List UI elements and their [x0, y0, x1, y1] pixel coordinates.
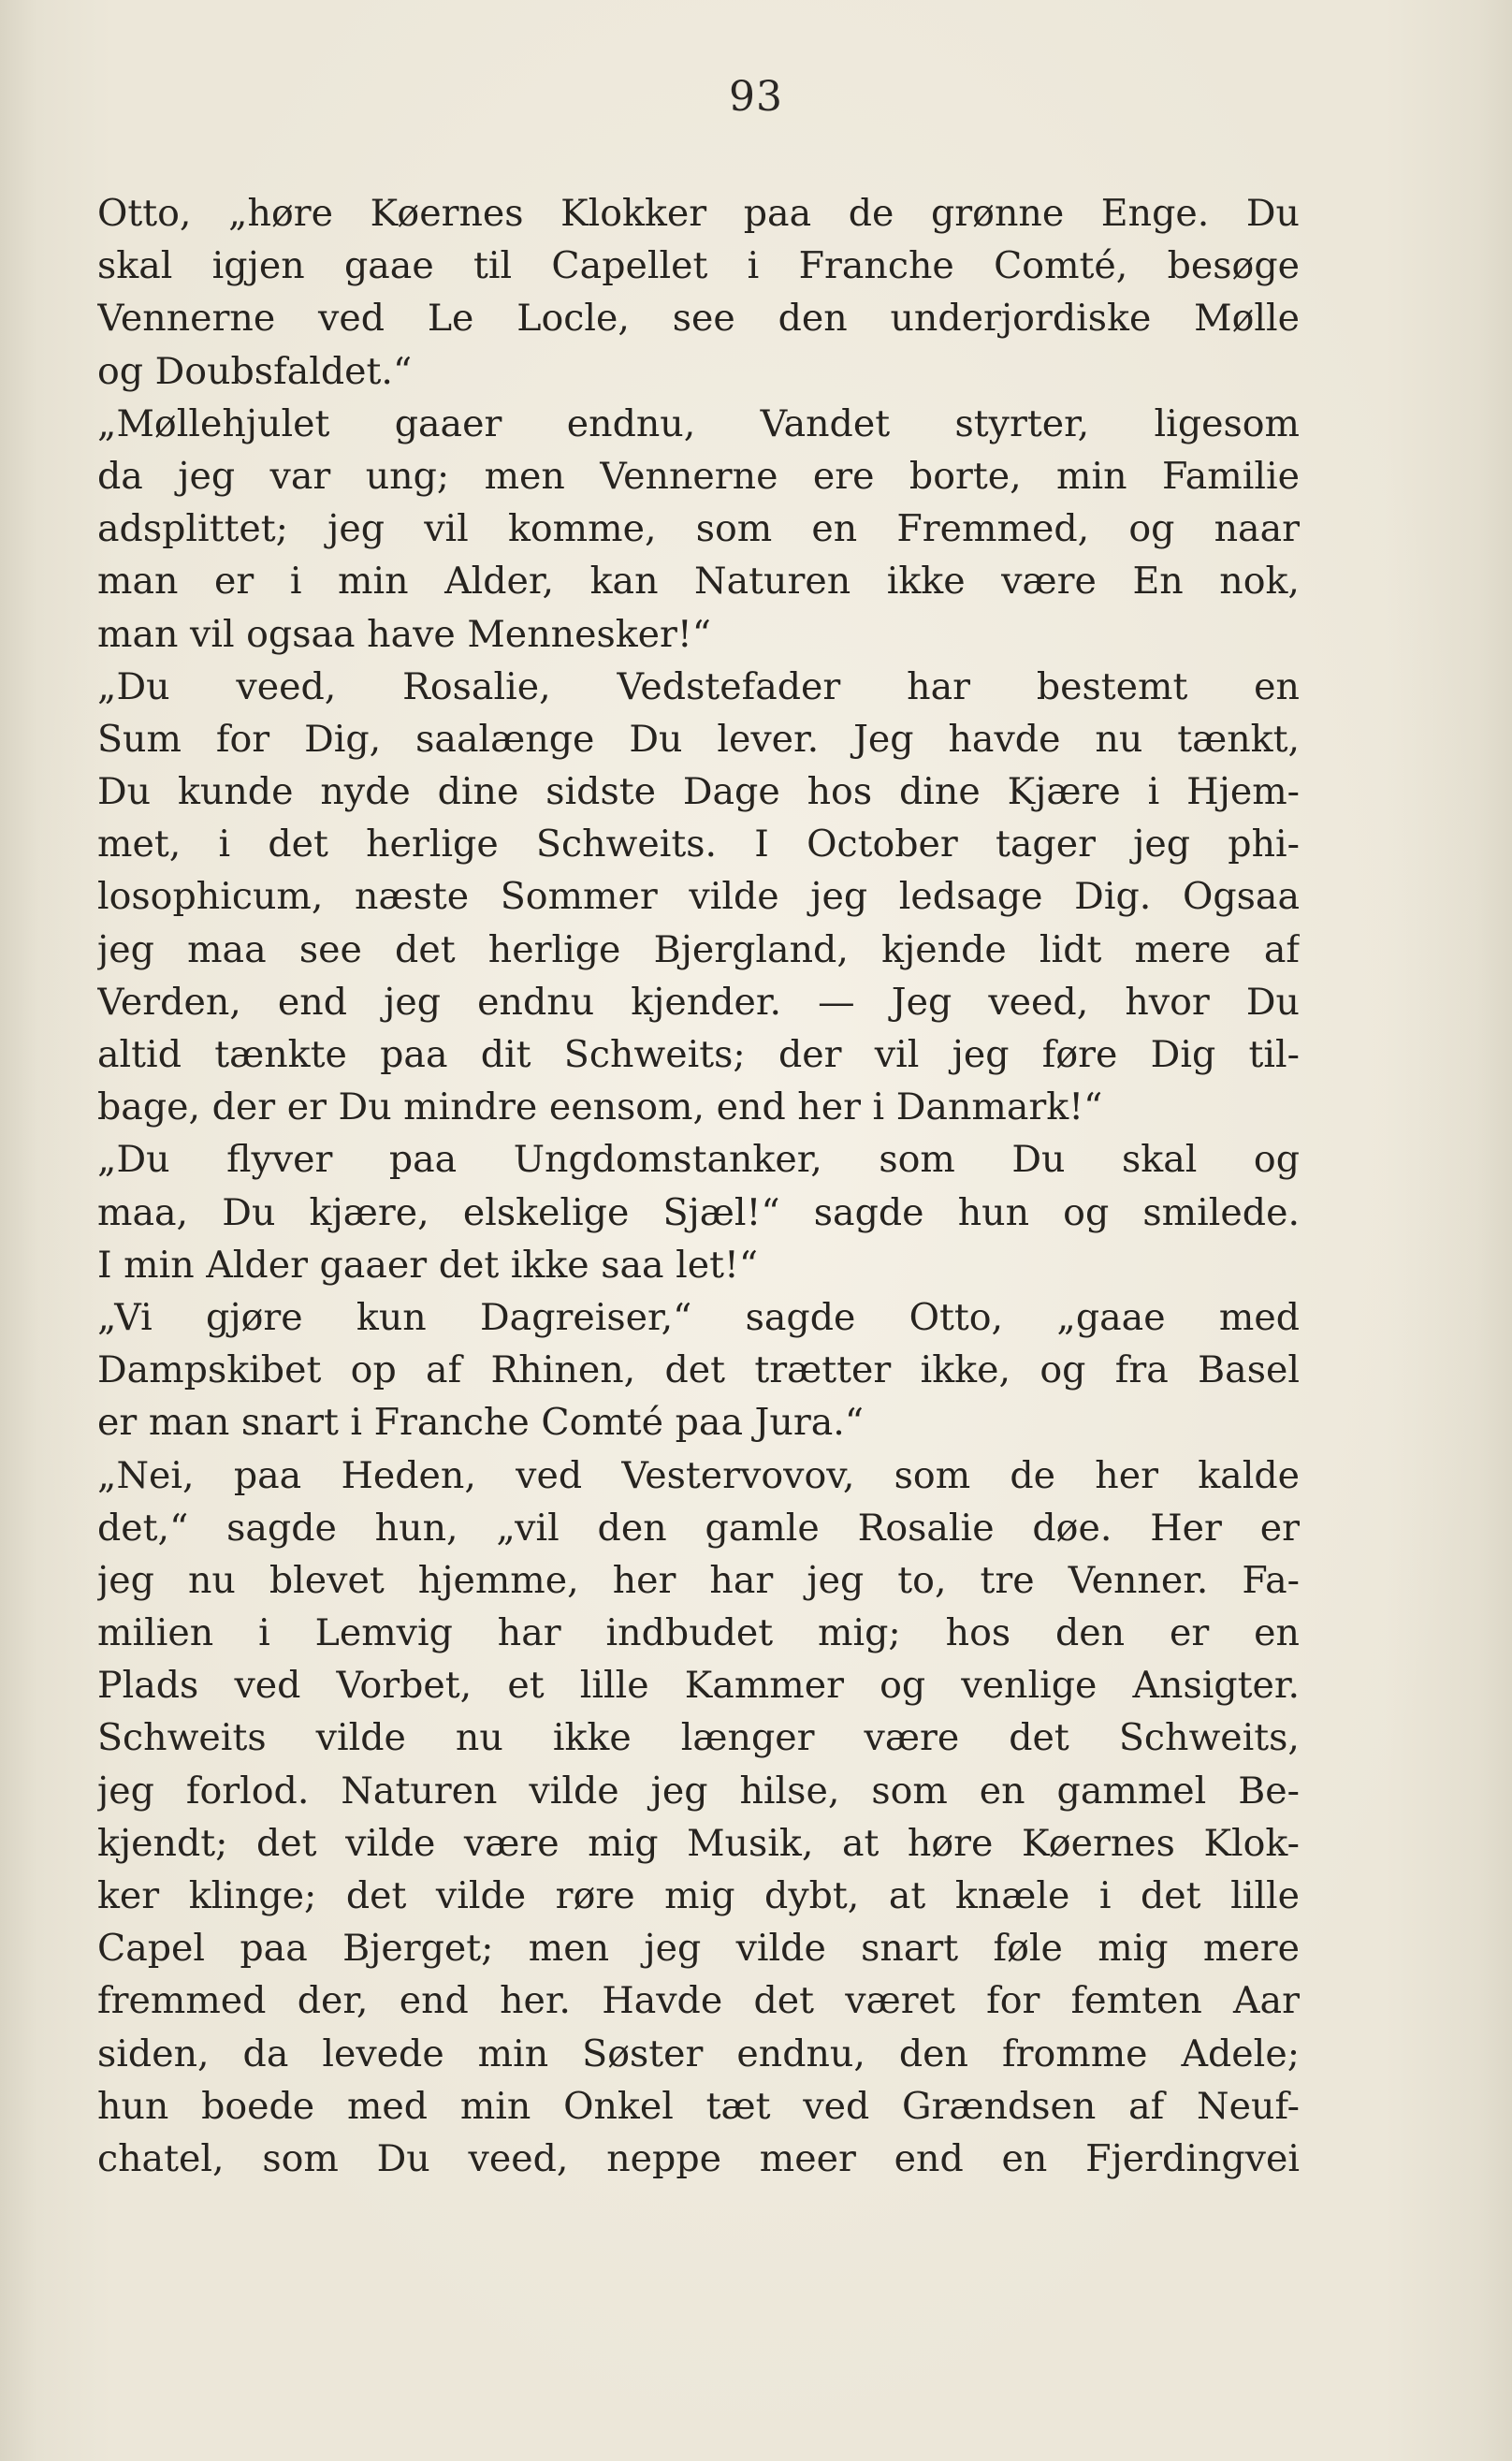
body-text — [97, 187, 1300, 2185]
text-line: bage, der er Du mindre eensom, end her i Danmark!“ — [97, 1085, 1103, 1129]
text-line: ker klinge; det vilde røre mig dybt, at knæle i det lille — [97, 1874, 1300, 1917]
page-number: 93 — [729, 73, 783, 121]
text-line: Plads ved Vorbet, et lille Kammer og venlige Ansigter. — [97, 1664, 1300, 1708]
text-line: Vennerne ved Le Locle, see den underjordiske Mølle — [97, 297, 1300, 341]
text-line: da jeg var ung; men Vennerne ere borte, min Familie — [97, 454, 1300, 498]
text-line: „Du veed, Rosalie, Vedstefader har bestemt en — [97, 664, 1300, 708]
text-line: I min Alder gaaer det ikke saa let!“ — [97, 1243, 759, 1287]
text-line: jeg maa see det herlige Bjergland, kjende lidt mere af — [97, 927, 1300, 971]
text-line: det,“ sagde hun, „vil den gamle Rosalie døe. Her er — [97, 1506, 1300, 1550]
text-line: man er i min Alder, kan Naturen ikke være En nok, — [97, 560, 1300, 604]
text-line: er man snart i Franche Comté paa Jura.“ — [97, 1401, 865, 1445]
text-line: losophicum, næste Sommer vilde jeg ledsage Dig. Ogsaa — [97, 875, 1300, 919]
text-line: jeg forlod. Naturen vilde jeg hilse, som en gammel Be- — [97, 1769, 1300, 1813]
text-line: og Doubsfaldet.“ — [97, 349, 413, 393]
text-line: „Møllehjulet gaaer endnu, Vandet styrter, ligesom — [97, 401, 1300, 445]
text-line: siden, da levede min Søster endnu, den fromme Adele; — [97, 2031, 1300, 2075]
text-line: Dampskibet op af Rhinen, det trætter ikke, og fra Basel — [97, 1348, 1300, 1392]
text-line: milien i Lemvig har indbudet mig; hos den er en — [97, 1611, 1300, 1655]
text-line: Sum for Dig, saalænge Du lever. Jeg havde nu tænkt, — [97, 717, 1300, 761]
text-line: Du kunde nyde dine sidste Dage hos dine Kjære i Hjem- — [97, 770, 1300, 814]
text-line: Otto, „høre Køernes Klokker paa de grønne Enge. Du — [97, 192, 1300, 235]
text-line: altid tænkte paa dit Schweits; der vil jeg føre Dig til- — [97, 1033, 1300, 1076]
text-line: „Vi gjøre kun Dagreiser,“ sagde Otto, „gaae med — [97, 1295, 1300, 1339]
text-line: kjendt; det vilde være mig Musik, at høre Køernes Klok- — [97, 1821, 1300, 1865]
text-line: man vil ogsaa have Mennesker!“ — [97, 612, 711, 656]
text-line: adsplittet; jeg vil komme, som en Fremmed, og naar — [97, 507, 1300, 551]
text-line: hun boede med min Onkel tæt ved Grændsen af Neuf- — [97, 2084, 1300, 2128]
text-line: „Du flyver paa Ungdomstanker, som Du skal og — [97, 1138, 1300, 1182]
text-line: met, i det herlige Schweits. I October tager jeg phi- — [97, 823, 1300, 866]
text-line: Schweits vilde nu ikke længer være det Schweits, — [97, 1716, 1300, 1760]
text-line: skal igjen gaae til Capellet i Franche Comté, besøge — [97, 244, 1300, 288]
text-line: Verden, end jeg endnu kjender. — Jeg veed, hvor Du — [97, 980, 1300, 1024]
text-line: maa, Du kjære, elskelige Sjæl!“ sagde hun og smilede. — [97, 1190, 1300, 1234]
text-line: chatel, som Du veed, neppe meer end en Fjerdingvei — [97, 2136, 1300, 2180]
text-line: jeg nu blevet hjemme, her har jeg to, tre Venner. Fa- — [97, 1558, 1300, 1602]
text-line: Capel paa Bjerget; men jeg vilde snart føle mig mere — [97, 1927, 1300, 1971]
text-line: „Nei, paa Heden, ved Vestervovov, som de her kalde — [97, 1453, 1300, 1497]
text-line: fremmed der, end her. Havde det været for femten Aar — [97, 1979, 1300, 2023]
